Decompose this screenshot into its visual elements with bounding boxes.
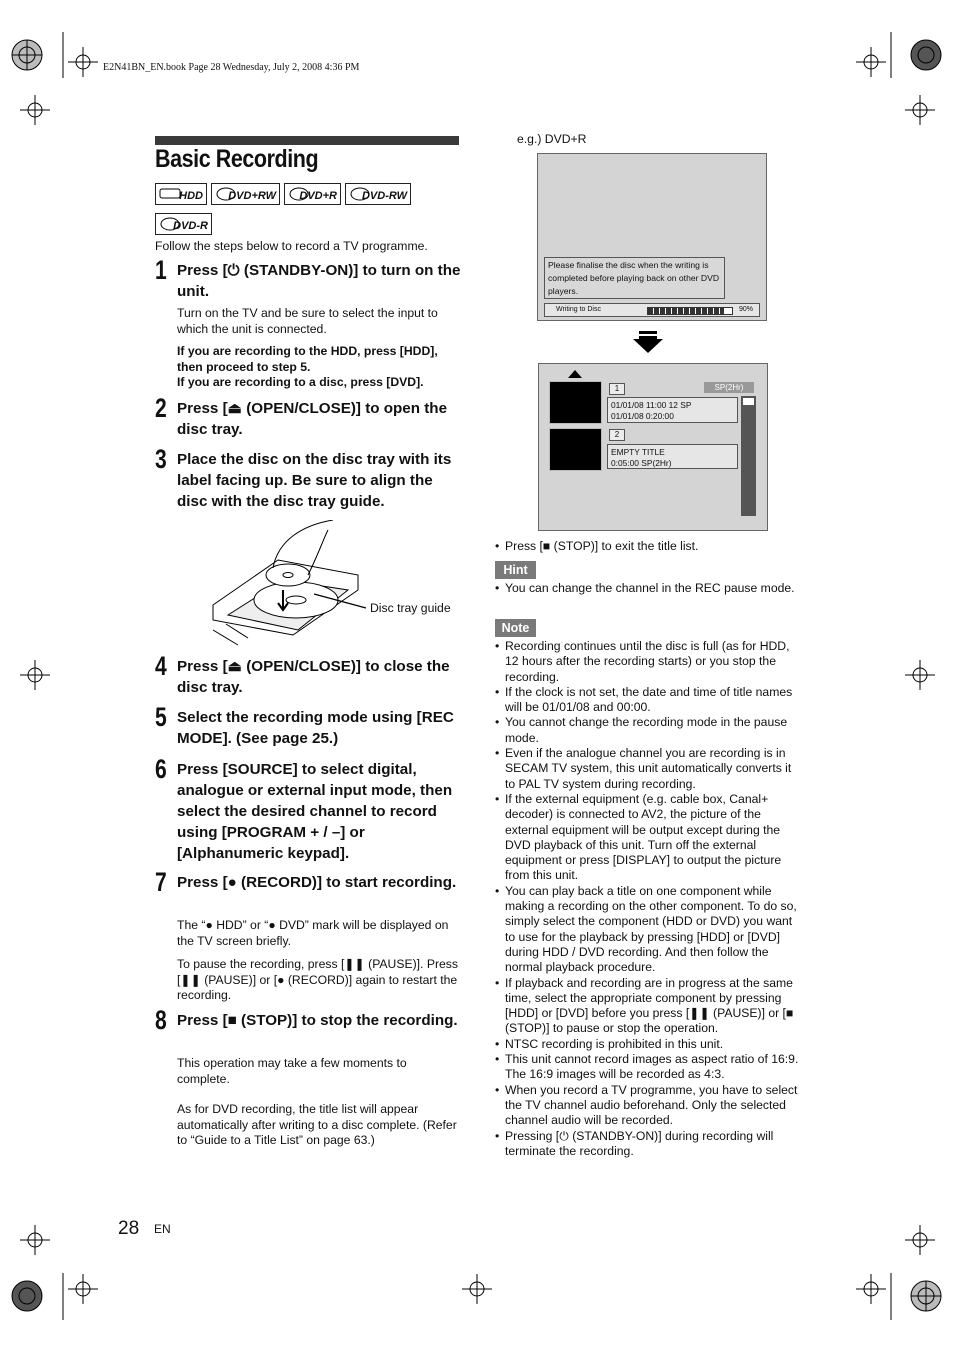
- title-number: 2: [609, 429, 625, 441]
- step-number: 7: [155, 867, 167, 897]
- step-number: 1: [155, 255, 167, 285]
- step-body: To pause the recording, press [❚❚ (PAUSE)]. Press [❚❚ (PAUSE)] or [● (RECORD)] again to restart the recording.: [177, 957, 458, 1002]
- list-item: • NTSC recording is prohibited in this unit.: [495, 1037, 800, 1052]
- disc-icon: [288, 186, 310, 202]
- step-number: 5: [155, 702, 167, 732]
- list-item: • If the external equipment (e.g. cable box, Canal+ decoder) is connected to AV2, the picture of the external equipment will be output except during the DVD playback of this unit. Turn off the external equipment or press [DISPLAY] to output the picture from this unit.: [495, 792, 800, 884]
- list-item: • Pressing [⏻ (STANDBY-ON)] during recording will terminate the recording.: [495, 1129, 800, 1160]
- list-item: • When you record a TV programme, you have to select the TV channel audio beforehand. Only the selected channel audio will be recorded.: [495, 1083, 800, 1129]
- list-item: • You can change the channel in the REC pause mode.: [495, 581, 800, 596]
- tv-screen-writing: [537, 153, 767, 321]
- step-body: As for DVD recording, the title list will appear automatically after writing to a disc complete. (Refer to “Guide to a Title List” on page 63.): [177, 1102, 457, 1147]
- progress-fill: [648, 308, 724, 314]
- list-item: • You can play back a title on one component while making a recording on the other component. To do so, simply select the component (HDD or DVD) you want to use for the playback by pressing [HDD] or [DVD] during HDD / DVD recording. And then follow the normal playback procedure.: [495, 884, 800, 976]
- disc-tray-guide-label: Disc tray guide: [370, 601, 451, 615]
- badge-dvd-r: DVD-R: [155, 213, 212, 235]
- hint-list: [495, 581, 800, 596]
- step-title: Press [● (RECORD)] to start recording.: [177, 874, 457, 891]
- step-title: Press [SOURCE] to select digital, analogue or external input mode, then select the desired channel to record using [PROGRAM + / –] or [Alphanumeric keypad].: [177, 761, 453, 862]
- intro-text: Follow the steps below to record a TV programme.: [155, 239, 428, 253]
- step-title: Press [⏻ (STANDBY-ON)] to turn on the unit.: [177, 262, 461, 300]
- scrollbar-thumb[interactable]: [743, 398, 754, 405]
- step-title: Select the recording mode using [REC MODE]. (See page 25.): [177, 709, 454, 747]
- step-body: The “● HDD” or “● DVD” mark will be displayed on the TV screen briefly.: [177, 918, 449, 948]
- list-item: • Even if the analogue channel you are recording is in SECAM TV system, this unit automatically converts it to PAL TV system during recording.: [495, 746, 800, 792]
- step-body: This operation may take a few moments to complete.: [177, 1056, 407, 1086]
- example-label: e.g.) DVD+R: [517, 132, 587, 146]
- scrollbar[interactable]: [741, 396, 756, 516]
- disc-tray-illustration: [208, 520, 368, 650]
- step-title: Press [■ (STOP)] to stop the recording.: [177, 1012, 458, 1029]
- stop-note: • Press [■ (STOP)] to exit the title list.: [495, 539, 800, 554]
- progress-bar: [647, 307, 733, 315]
- step-title: Press [⏏ (OPEN/CLOSE)] to close the disc tray.: [177, 658, 450, 696]
- list-item: • If the clock is not set, the date and time of title names will be 01/01/08 and 00:00.: [495, 685, 800, 716]
- pointer-line: [312, 588, 368, 612]
- step-number: 8: [155, 1005, 167, 1035]
- list-item: • This unit cannot record images as aspect ratio of 16:9. The 16:9 images will be recorded as 4:3.: [495, 1052, 800, 1083]
- up-arrow-icon: [568, 370, 582, 378]
- list-item: • Recording continues until the disc is full (as for HDD, 12 hours after the recording starts) or you stop the recording.: [495, 639, 800, 685]
- language-code: EN: [154, 1222, 171, 1236]
- progress-label: Writing to Disc: [556, 306, 601, 313]
- title-entry[interactable]: EMPTY TITLE 0:05:00 SP(2Hr): [607, 444, 738, 469]
- hint-label: Hint: [495, 561, 536, 579]
- print-header-meta: E2N41BN_EN.book Page 28 Wednesday, July 2, 2008 4:36 PM: [103, 62, 360, 73]
- badge-hdd: HDD: [155, 183, 207, 205]
- title-thumbnail: [549, 428, 602, 471]
- step-body: Turn on the TV and be sure to select the input to which the unit is connected.: [177, 306, 438, 336]
- disc-icon: [159, 216, 181, 232]
- progress-percent: 90%: [739, 306, 754, 313]
- badge-dvd-rw-plus: DVD+RW: [211, 183, 280, 205]
- step-body-bold: If you are recording to a disc, press [DVD].: [177, 375, 424, 389]
- progress-panel: [544, 303, 760, 317]
- title-thumbnail: [549, 381, 602, 424]
- note-list: [495, 639, 800, 1159]
- badge-dvd-rw: DVD-RW: [345, 183, 411, 205]
- finalise-message: Please finalise the disc when the writing is completed before playing back on other DVD players.: [544, 257, 725, 299]
- title-entry[interactable]: 01/01/08 11:00 12 SP 01/01/08 0:20:00: [607, 397, 738, 423]
- hdd-icon: [159, 186, 181, 200]
- title-list-screen: [538, 363, 768, 531]
- title-number: 1: [609, 383, 625, 395]
- step-title: Place the disc on the disc tray with its label facing up. Be sure to align the disc with the disc tray guide.: [177, 451, 452, 510]
- disc-icon: [349, 186, 371, 202]
- down-arrow-icon: [633, 330, 663, 354]
- title-bar: [155, 136, 459, 145]
- disc-icon: [215, 186, 237, 202]
- step-title: Press [⏏ (OPEN/CLOSE)] to open the disc tray.: [177, 400, 448, 438]
- step-number: 4: [155, 651, 167, 681]
- step-number: 3: [155, 444, 167, 474]
- step-body-bold: If you are recording to the HDD, press [HDD], then proceed to step 5.: [177, 344, 438, 374]
- list-item: • You cannot change the recording mode in the pause mode.: [495, 715, 800, 746]
- badge-dvd-r-plus: DVD+R: [284, 183, 341, 205]
- list-item: • If playback and recording are in progress at the same time, select the appropriate component by pressing [HDD] or [DVD] before you press [❚❚ (PAUSE)] or [■ (STOP)] to pause or stop the operation.: [495, 976, 800, 1037]
- recording-mode: SP(2Hr): [704, 382, 754, 393]
- page-number: 28: [118, 1218, 140, 1239]
- step-number: 2: [155, 393, 167, 423]
- note-label: Note: [495, 619, 536, 637]
- step-number: 6: [155, 754, 167, 784]
- page-title: Basic Recording: [155, 145, 319, 173]
